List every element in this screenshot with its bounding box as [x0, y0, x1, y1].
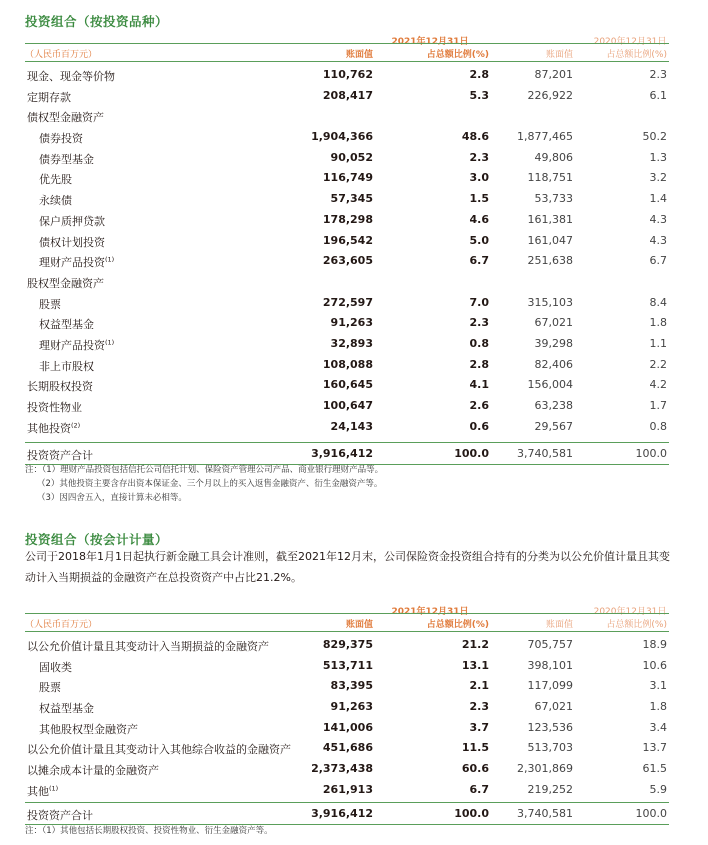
table-row [25, 717, 669, 738]
table-row [25, 167, 669, 188]
col-book-prev: 账面值 [545, 620, 573, 630]
col-pct-prev: 占总额比例(%) [606, 50, 667, 60]
cell-v2: 0.6 [469, 419, 489, 433]
row-label: 股权型金融资产 [27, 276, 104, 290]
cell-v3: 219,252 [527, 782, 573, 796]
row-label: 股票 [39, 681, 61, 695]
section1-table-body [25, 64, 669, 436]
total-row [25, 442, 669, 465]
row-label: 永续债 [39, 194, 72, 208]
table-row [25, 374, 669, 395]
cell-v2: 3.7 [469, 720, 489, 734]
cell-v4: 1.8 [649, 316, 667, 330]
cell-v2: 2.1 [469, 679, 489, 693]
cell-v4: 100.0 [635, 447, 667, 460]
cell-v3: 156,004 [527, 378, 573, 392]
row-label: 权益型基金 [39, 318, 94, 332]
section2-unit: （人民币百万元） [25, 620, 98, 630]
table-row [25, 312, 669, 333]
cell-v2: 5.0 [469, 233, 489, 247]
col-pct-prev: 占总额比例(%) [606, 620, 667, 630]
table-row [25, 655, 669, 676]
cell-v1: 160,645 [322, 378, 373, 392]
cell-v4: 6.1 [649, 88, 667, 102]
col-pct-current: 占总额比例(%) [426, 50, 489, 60]
section2-date-prev: 2020年12月31日 [593, 607, 667, 617]
cell-v3: 67,021 [534, 316, 573, 330]
cell-v1: 261,913 [322, 782, 373, 796]
row-label: 现金、现金等价物 [27, 70, 115, 83]
section2-total [25, 802, 669, 825]
section1-date-prev: 2020年12月31日 [593, 37, 667, 47]
cell-v4: 3.1 [649, 679, 667, 693]
cell-v2: 5.3 [469, 88, 489, 102]
cell-v3: 251,638 [527, 254, 573, 268]
table-row [25, 395, 669, 416]
row-label: 优先股 [39, 173, 72, 187]
cell-v1: 1,904,366 [311, 130, 373, 144]
section2-title: 投资组合（按会计计量） [25, 532, 169, 547]
cell-v4: 4.2 [649, 378, 667, 392]
cell-v2: 0.8 [469, 336, 489, 350]
cell-v1: 2,373,438 [311, 762, 373, 776]
row-label: 投资性物业 [27, 401, 82, 414]
cell-v2: 48.6 [461, 130, 489, 144]
table-row [25, 779, 669, 800]
cell-v3: 67,021 [534, 700, 573, 714]
cell-v3: 513,703 [527, 741, 573, 755]
footnote-marker: (1) [105, 255, 115, 264]
section2-notes [25, 824, 273, 838]
section1-notes [25, 463, 383, 505]
section2-table-header [25, 600, 669, 632]
table-row [25, 126, 669, 147]
table-row [25, 209, 669, 230]
cell-v4: 61.5 [642, 762, 667, 776]
cell-v1: 263,605 [322, 254, 373, 268]
cell-v1: 32,893 [330, 336, 373, 350]
cell-v4: 3.2 [649, 171, 667, 185]
row-label: 债权型金融资产 [27, 111, 104, 125]
row-label: 债权计划投资 [39, 235, 105, 249]
cell-v3: 161,047 [527, 233, 573, 247]
row-label: 非上市股权 [39, 359, 94, 373]
cell-v4: 18.9 [642, 638, 667, 651]
cell-v4: 2.3 [649, 68, 667, 81]
cell-v4: 50.2 [642, 130, 667, 144]
cell-v1: 108,088 [322, 357, 373, 371]
row-label: 其他投资$^{(2)}$ [27, 421, 81, 435]
table-row [25, 105, 669, 126]
total-row [25, 802, 669, 825]
section1-unit: （人民币百万元） [25, 50, 98, 60]
row-label: 以公允价值计量且其变动计入其他综合收益的金融资产 [27, 743, 291, 757]
cell-v2: 3.0 [469, 171, 489, 185]
row-label: 其他股权型金融资产 [39, 722, 138, 736]
note-line: （2）其他投资主要含存出资本保证金、三个月以上的买入返售金融资产、衍生金融资产等。 [37, 479, 383, 489]
footnote-marker: (2) [71, 421, 81, 430]
cell-v3: 117,099 [527, 679, 573, 693]
footnote-marker: (1) [49, 784, 59, 793]
cell-v1: 100,647 [322, 399, 373, 412]
cell-v3: 2,301,869 [517, 762, 573, 776]
cell-v2: 11.5 [461, 741, 489, 755]
cell-v3: 82,406 [534, 357, 573, 371]
cell-v3: 63,238 [534, 399, 573, 412]
cell-v2: 2.6 [469, 399, 489, 412]
section1-title: 投资组合（按投资品种） [25, 14, 169, 29]
cell-v2: 6.7 [469, 254, 489, 268]
table-row [25, 230, 669, 251]
cell-v4: 0.8 [649, 419, 667, 433]
cell-v1: 24,143 [330, 419, 373, 433]
cell-v1: 196,542 [322, 233, 373, 247]
col-book-prev: 账面值 [545, 50, 573, 60]
table-row [25, 758, 669, 779]
cell-v1: 829,375 [322, 638, 373, 651]
cell-v1: 3,916,412 [311, 807, 373, 820]
table-row [25, 85, 669, 106]
cell-v1: 272,597 [322, 295, 373, 309]
table-row [25, 696, 669, 717]
section2-date-current: 2021年12月31日 [391, 607, 469, 617]
cell-v1: 91,263 [330, 700, 373, 714]
cell-v1: 57,345 [330, 192, 373, 206]
cell-v4: 4.3 [649, 233, 667, 247]
cell-v1: 178,298 [322, 212, 373, 226]
col-book-current: 账面值 [345, 620, 373, 630]
table-row [25, 634, 669, 655]
table-row [25, 271, 669, 292]
row-label: 投资资产合计 [27, 449, 93, 462]
row-label: 理财产品投资$^{(1)}$ [39, 255, 115, 270]
section1-date-current: 2021年12月31日 [391, 37, 469, 47]
cell-v1: 451,686 [322, 741, 373, 755]
cell-v3: 398,101 [527, 658, 573, 672]
cell-v1: 83,395 [330, 679, 373, 693]
cell-v3: 1,877,465 [517, 130, 573, 144]
cell-v2: 7.0 [469, 295, 489, 309]
cell-v3: 315,103 [527, 295, 573, 309]
cell-v2: 4.6 [469, 212, 489, 226]
cell-v4: 3.4 [649, 720, 667, 734]
cell-v4: 4.3 [649, 212, 667, 226]
cell-v1: 141,006 [322, 720, 373, 734]
cell-v2: 2.8 [469, 68, 489, 81]
table-row [25, 188, 669, 209]
cell-v1: 116,749 [322, 171, 373, 185]
cell-v2: 6.7 [469, 782, 489, 796]
cell-v3: 3,740,581 [517, 807, 573, 820]
table-row [25, 354, 669, 375]
cell-v1: 3,916,412 [311, 447, 373, 460]
col-book-current: 账面值 [345, 50, 373, 60]
section2-paragraph: 公司于2018年1月1日起执行新金融工具会计准则，截至2021年12月末，公司保险资金投资组合持有的分类为以公允价值计量且其变动计入当期损益的金融资产在总投资资产中占比21.2%。 [25, 550, 670, 584]
row-label: 以摊余成本计量的金融资产 [27, 764, 159, 778]
cell-v2: 2.8 [469, 357, 489, 371]
row-label: 其他$^{(1)}$ [27, 784, 59, 798]
cell-v3: 161,381 [527, 212, 573, 226]
cell-v1: 208,417 [322, 88, 373, 102]
cell-v2: 100.0 [454, 447, 489, 460]
table-row [25, 292, 669, 313]
footnote-marker: (1) [105, 338, 115, 347]
cell-v4: 1.7 [649, 399, 667, 412]
cell-v4: 5.9 [649, 782, 667, 796]
table-row [25, 147, 669, 168]
table-row [25, 737, 669, 758]
section1-table-header [25, 30, 669, 62]
cell-v3: 87,201 [534, 68, 573, 81]
cell-v1: 513,711 [322, 658, 373, 672]
cell-v3: 226,922 [527, 88, 573, 102]
cell-v3: 118,751 [527, 171, 573, 185]
cell-v4: 1.4 [649, 192, 667, 206]
cell-v4: 1.8 [649, 700, 667, 714]
cell-v2: 100.0 [454, 807, 489, 820]
cell-v4: 1.3 [649, 150, 667, 164]
note-line: 注：（1）理财产品投资包括信托公司信托计划、保险资产管理公司产品、商业银行理财产品等。 [25, 465, 384, 475]
cell-v3: 705,757 [527, 638, 573, 651]
cell-v2: 21.2 [461, 638, 489, 651]
table-row [25, 250, 669, 271]
cell-v1: 91,263 [330, 316, 373, 330]
row-label: 债券投资 [39, 132, 83, 146]
note-line: （3）因四舍五入，直接计算未必相等。 [37, 493, 187, 503]
section2-table-body [25, 634, 669, 800]
cell-v2: 1.5 [469, 192, 489, 206]
cell-v2: 2.3 [469, 150, 489, 164]
row-label: 投资资产合计 [27, 809, 93, 822]
table-row [25, 675, 669, 696]
cell-v1: 110,762 [322, 68, 373, 81]
table-row [25, 333, 669, 354]
cell-v4: 10.6 [642, 658, 667, 672]
col-pct-current: 占总额比例(%) [426, 620, 489, 630]
cell-v4: 8.4 [649, 295, 667, 309]
row-label: 定期存款 [27, 90, 71, 104]
cell-v3: 3,740,581 [517, 447, 573, 460]
cell-v3: 53,733 [534, 192, 573, 206]
cell-v3: 123,536 [527, 720, 573, 734]
cell-v3: 29,567 [534, 419, 573, 433]
cell-v4: 2.2 [649, 357, 667, 371]
row-label: 固收类 [39, 660, 72, 674]
cell-v3: 39,298 [534, 336, 573, 350]
cell-v4: 6.7 [649, 254, 667, 268]
row-label: 理财产品投资$^{(1)}$ [39, 338, 115, 352]
note-line: 注：（1）其他包括长期股权投资、投资性物业、衍生金融资产等。 [25, 826, 273, 836]
cell-v3: 49,806 [534, 150, 573, 164]
section1-total [25, 442, 669, 465]
row-label: 股票 [39, 297, 61, 311]
row-label: 债券型基金 [39, 152, 94, 166]
cell-v4: 1.1 [649, 336, 667, 350]
cell-v2: 2.3 [469, 316, 489, 330]
row-label: 保户质押贷款 [39, 214, 105, 228]
row-label: 长期股权投资 [27, 380, 93, 394]
cell-v4: 13.7 [642, 741, 667, 755]
row-label: 以公允价值计量且其变动计入当期损益的金融资产 [27, 640, 269, 653]
cell-v2: 13.1 [461, 658, 489, 672]
cell-v1: 90,052 [330, 150, 373, 164]
cell-v4: 100.0 [635, 807, 667, 820]
table-row [25, 64, 669, 85]
cell-v2: 2.3 [469, 700, 489, 714]
cell-v2: 4.1 [469, 378, 489, 392]
row-label: 权益型基金 [39, 702, 94, 716]
cell-v2: 60.6 [461, 762, 489, 776]
table-row [25, 416, 669, 437]
